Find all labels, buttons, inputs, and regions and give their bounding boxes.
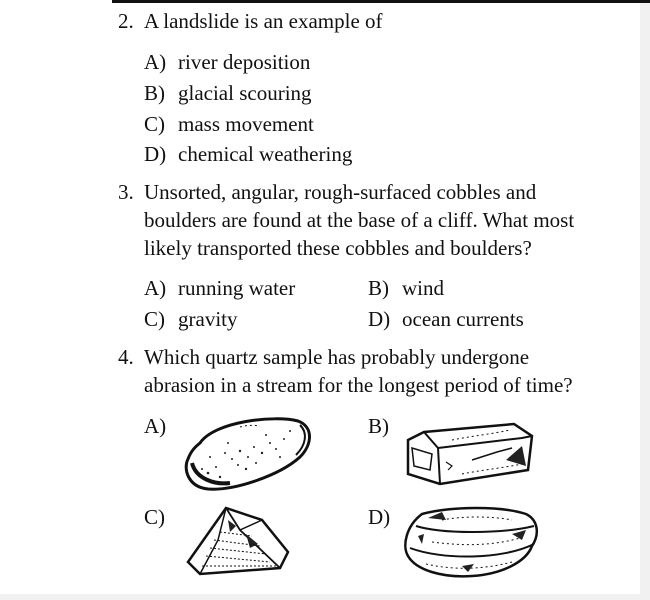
choice-letter: C) <box>144 505 165 529</box>
choice-letter: B) <box>368 276 389 300</box>
choice-3b[interactable] <box>368 274 444 302</box>
choice-letter: D) <box>368 505 391 529</box>
choice-letter: C) <box>144 307 165 331</box>
choice-letter: D) <box>144 142 167 166</box>
choice-text: glacial scouring <box>178 81 312 105</box>
choice-2b[interactable] <box>144 79 312 107</box>
question-text: A landslide is an example of <box>144 9 383 33</box>
pyramidal-angular-rock-image[interactable] <box>180 500 295 580</box>
question-number: 2. <box>118 9 134 33</box>
question-text-line-1: Which quartz sample has probably undergone <box>144 345 530 369</box>
scroll-gutter <box>640 0 650 600</box>
choice-3c[interactable] <box>144 305 237 333</box>
choice-2a[interactable] <box>144 48 310 76</box>
question-number: 4. <box>118 345 134 369</box>
choice-2d[interactable] <box>144 140 352 168</box>
top-rule-line <box>112 0 650 3</box>
choice-4d[interactable] <box>368 503 402 531</box>
choice-4b[interactable] <box>368 412 402 440</box>
choice-letter: A) <box>144 276 167 300</box>
question-number: 3. <box>118 180 134 204</box>
choice-letter: B) <box>144 81 165 105</box>
choice-4c[interactable] <box>144 503 178 531</box>
choice-text: wind <box>402 276 444 300</box>
choice-letter: D) <box>368 307 391 331</box>
choice-letter: B) <box>368 414 389 438</box>
question-text-line-3: likely transported these cobbles and boulders? <box>144 236 532 260</box>
page-bottom-edge <box>0 594 650 600</box>
question-text-line-1: Unsorted, angular, rough-surfaced cobbles and <box>144 180 537 204</box>
choice-letter: A) <box>144 50 167 74</box>
choice-4a[interactable] <box>144 412 178 440</box>
choice-text: river deposition <box>178 50 311 74</box>
choice-letter: A) <box>144 414 167 438</box>
choice-3d[interactable] <box>368 305 524 333</box>
question-text-line-2: boulders are found at the base of a cliff. What most <box>144 208 575 232</box>
angular-block-rock-image[interactable] <box>402 418 537 490</box>
choice-text: gravity <box>178 307 238 331</box>
choice-letter: C) <box>144 112 165 136</box>
choice-text: running water <box>178 276 296 300</box>
rounded-oval-rock-image[interactable] <box>180 413 315 493</box>
question-text-line-2: abrasion in a stream for the longest period of time? <box>144 373 573 397</box>
choice-2c[interactable] <box>144 110 314 138</box>
choice-text: mass movement <box>178 112 314 136</box>
choice-text: chemical weathering <box>178 142 353 166</box>
choice-3a[interactable] <box>144 274 295 302</box>
flat-slab-rock-image[interactable] <box>402 504 542 584</box>
choice-text: ocean currents <box>402 307 524 331</box>
